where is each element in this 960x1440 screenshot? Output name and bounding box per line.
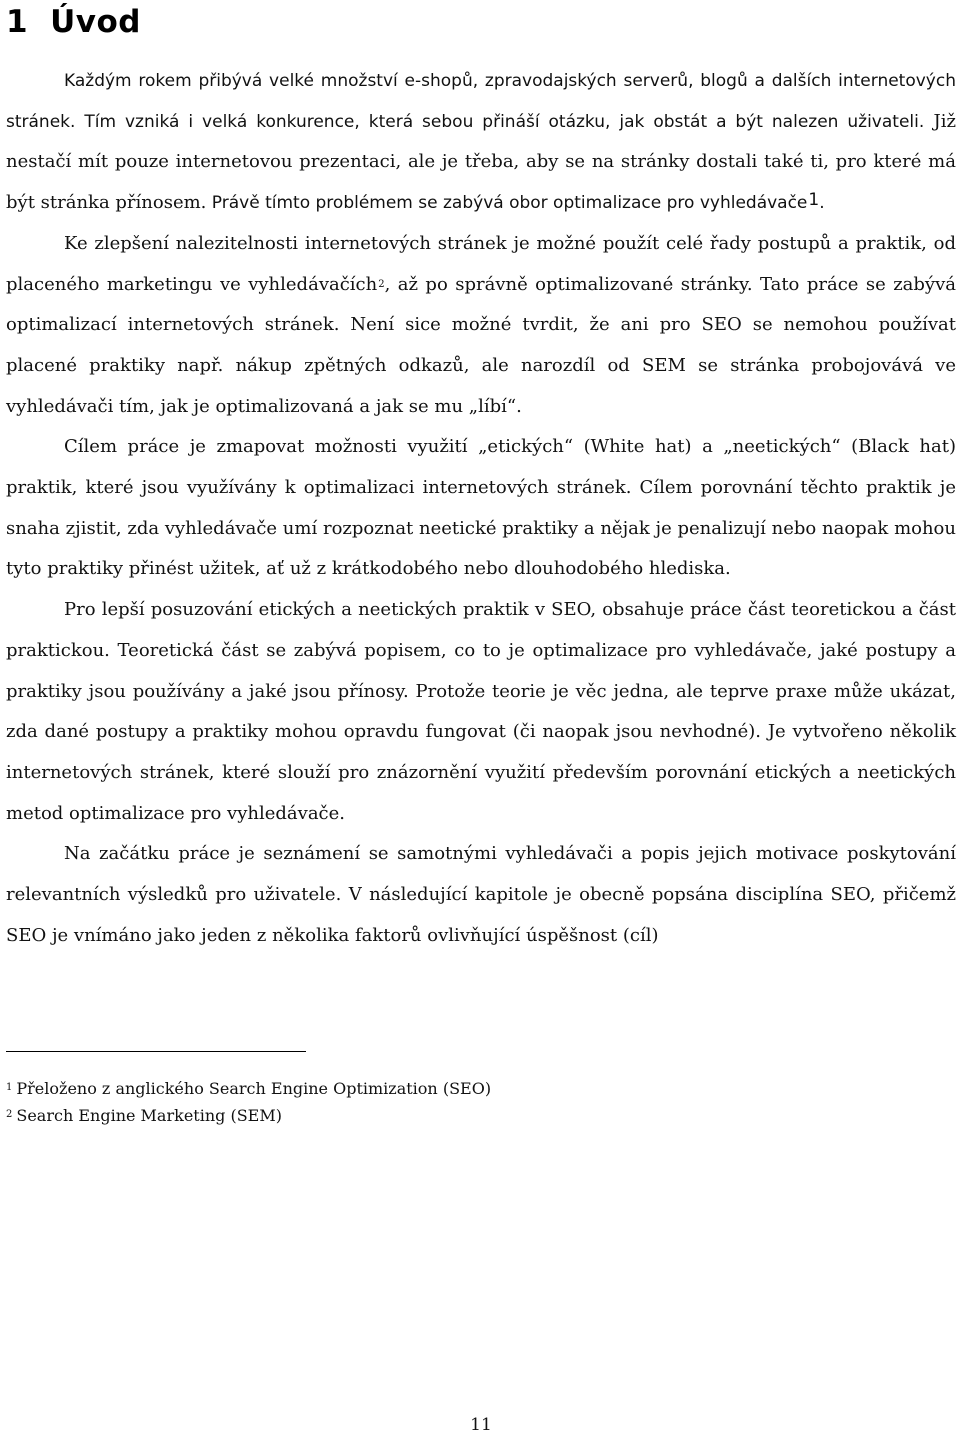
paragraph-3: Cílem práce je zmapovat možnosti využití „etických“ (White hat) a „neetických“ (Black hat) praktik, které jsou využívány k optimalizaci internetových stránek. Cílem porovnání těchto praktik je snaha zjistit, zda vyhledávače umí rozpoznat neetické praktiky a nějak je penalizují nebo naopak mohou tyto praktiky přinést užitek, ať už z krátkodobého nebo dlouhodobého hlediska. (6, 436, 956, 580)
footnote-1-mark: 1 (6, 1082, 13, 1093)
paragraph-4: Pro lepší posuzování etických a neetických praktik v SEO, obsahuje práce část teoretickou a část praktickou. Teoretická část se zabývá popisem, co to je optimalizace pro vyhledávače, jaké postupy a praktiky jsou používány a jaké jsou přínosy. Protože teorie je věc jedna, ale teprve praxe může ukázat, zda dané postupy a praktiky mohou opravdu fungovat (či naopak jsou nevhodné). Je vytvořeno několik internetových stránek, které slouží pro znázornění využití především porovnání etických a neetických metod optimalizace pro vyhledávače. (6, 599, 956, 824)
paragraph-1-sentence-3: Právě tímto problémem se zabývá obor optimalizace pro vyhledávače (206, 193, 808, 214)
document-page (6, 0, 956, 1440)
chapter-title: Úvod (50, 4, 141, 40)
body-text (6, 61, 956, 956)
footnote-separator (6, 1051, 306, 1052)
paragraph-2-part-1: Ke zlepšení nalezitelnosti internetových stránek je možné použít celé řady postupů a praktik, od placeného marketingu ve vyhledávačích (6, 232, 956, 295)
footnote-1-text: Přeloženo z anglického Search Engine Optimization (SEO) (16, 1079, 492, 1098)
chapter-heading (6, 2, 141, 42)
paragraph-5: Na začátku práce je seznámení se samotnými vyhledávači a popis jejich motivace poskytování relevantních výsledků pro uživatele. V následující kapitole je obecně popsána disciplína SEO, přičemž SEO je vnímáno jako jeden z několika faktorů ovlivňující úspěšnost (cíl) (6, 843, 956, 946)
footnote-2-mark: 2 (6, 1109, 13, 1120)
footnotes (6, 1077, 956, 1131)
chapter-number: 1 (6, 4, 29, 40)
footnote-ref-1: 1 (808, 190, 820, 211)
footnote-2 (6, 1104, 956, 1131)
paragraph-1-sentence-1: Každým rokem přibývá velké množství e-shopů, zpravodajských serverů, blogů a dalších internetových stránek. Tím vzniká i velká konkurence, která sebou přináší otázku, jak obstát a být nalezen uživateli. (6, 71, 956, 132)
footnote-2-text: Search Engine Marketing (SEM) (16, 1106, 282, 1125)
page-number: 11 (470, 1415, 492, 1435)
paragraph-2-part-2: , až po správně optimalizované stránky. Tato práce se zabývá optimalizací internetových stránek. Není sice možné tvrdit, že ani pro SEO se nemohou používat placené praktiky např. nákup zpětných odkazů, ale narozdíl od SEM se stránka probojovává ve vyhledávači tím, jak je optimalizovaná a jak se mu „líbí“. (6, 273, 957, 417)
footnote-ref-2: 2 (378, 278, 385, 290)
paragraph-1 (6, 61, 956, 224)
paragraph-2 (6, 224, 956, 428)
paragraph-1-end: . (819, 193, 825, 214)
footnote-1 (6, 1077, 956, 1104)
paragraph-1-sentence-2: Již nestačí mít pouze internetovou prezentaci, ale je třeba, aby se na stránky dostali také ti, pro které má být stránka přínosem. (6, 110, 956, 214)
